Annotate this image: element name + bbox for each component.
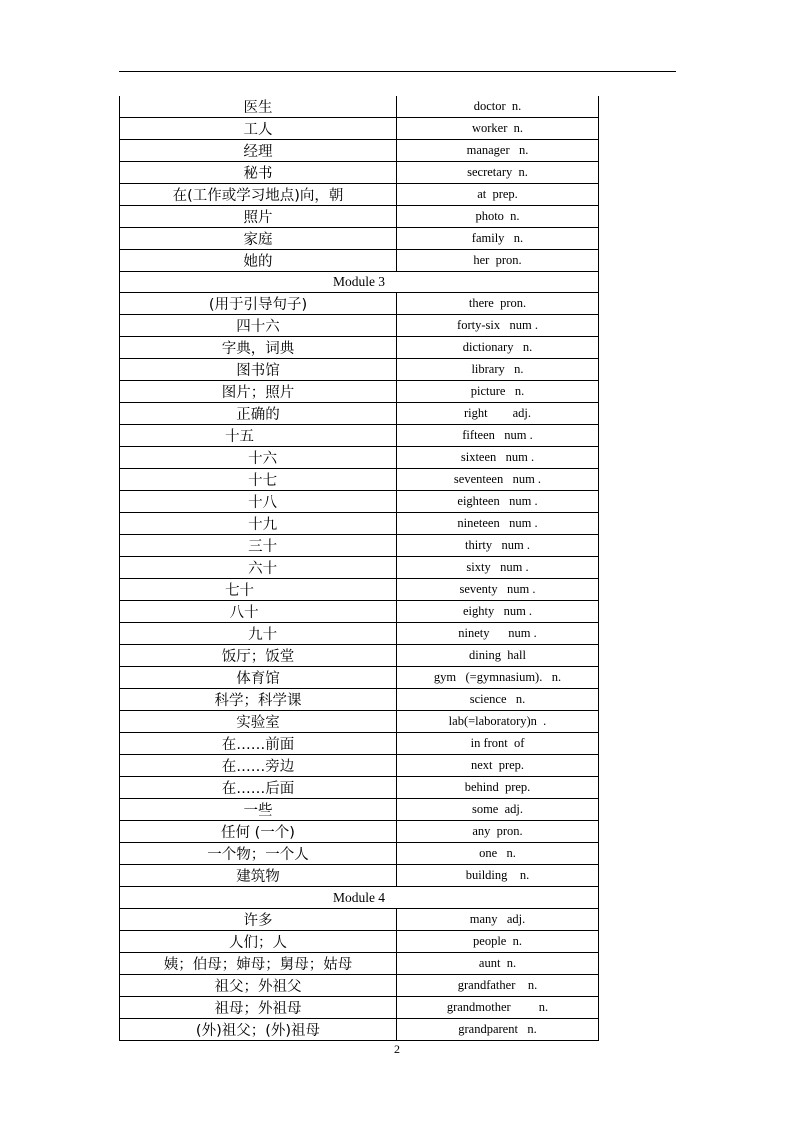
table-row bbox=[120, 908, 599, 930]
chinese-meaning: 正确的 bbox=[120, 403, 397, 425]
chinese-meaning: 科学；科学课 bbox=[120, 689, 397, 711]
vocabulary-table bbox=[119, 96, 599, 1041]
table-row bbox=[120, 579, 599, 601]
table-row bbox=[120, 755, 599, 777]
table-row bbox=[120, 733, 599, 755]
table-row bbox=[120, 359, 599, 381]
chinese-meaning: 秘书 bbox=[120, 162, 397, 184]
chinese-meaning: 祖母；外祖母 bbox=[120, 996, 397, 1018]
table-row bbox=[120, 711, 599, 733]
table-row bbox=[120, 996, 599, 1018]
chinese-meaning: 六十 bbox=[120, 557, 397, 579]
chinese-meaning: 三十 bbox=[120, 535, 397, 557]
chinese-meaning: 图书馆 bbox=[120, 359, 397, 381]
english-word: eighty num . bbox=[397, 601, 599, 623]
table-row bbox=[120, 865, 599, 887]
chinese-meaning: 九十 bbox=[120, 623, 397, 645]
chinese-meaning: 祖父；外祖父 bbox=[120, 974, 397, 996]
english-word: next prep. bbox=[397, 755, 599, 777]
table-row bbox=[120, 843, 599, 865]
english-word: sixteen num . bbox=[397, 447, 599, 469]
chinese-meaning: 八十 bbox=[120, 601, 397, 623]
chinese-meaning: 十九 bbox=[120, 513, 397, 535]
chinese-meaning: 经理 bbox=[120, 140, 397, 162]
english-word: picture n. bbox=[397, 381, 599, 403]
english-word: dictionary n. bbox=[397, 337, 599, 359]
english-word: ninety num . bbox=[397, 623, 599, 645]
english-word: forty-six num . bbox=[397, 315, 599, 337]
table-row bbox=[120, 206, 599, 228]
table-row bbox=[120, 250, 599, 272]
table-row bbox=[120, 557, 599, 579]
module-heading: Module 4 bbox=[120, 887, 599, 908]
english-word: people n. bbox=[397, 930, 599, 952]
english-word: grandmother n. bbox=[397, 996, 599, 1018]
chinese-meaning: 体育馆 bbox=[120, 667, 397, 689]
table-row bbox=[120, 315, 599, 337]
table-row bbox=[120, 293, 599, 315]
chinese-meaning: 许多 bbox=[120, 908, 397, 930]
english-word: one n. bbox=[397, 843, 599, 865]
english-word: thirty num . bbox=[397, 535, 599, 557]
english-word: secretary n. bbox=[397, 162, 599, 184]
table-row bbox=[120, 228, 599, 250]
chinese-meaning: 七十 bbox=[120, 579, 397, 601]
chinese-meaning: 图片；照片 bbox=[120, 381, 397, 403]
table-row bbox=[120, 821, 599, 843]
english-word: nineteen num . bbox=[397, 513, 599, 535]
english-word: at prep. bbox=[397, 184, 599, 206]
table-row bbox=[120, 777, 599, 799]
table-row bbox=[120, 403, 599, 425]
english-word: building n. bbox=[397, 865, 599, 887]
chinese-meaning: 任何 (一个) bbox=[120, 821, 397, 843]
english-word: behind prep. bbox=[397, 777, 599, 799]
english-word: there pron. bbox=[397, 293, 599, 315]
table-row bbox=[120, 491, 599, 513]
table-row bbox=[120, 952, 599, 974]
english-word: eighteen num . bbox=[397, 491, 599, 513]
chinese-meaning: 姨；伯母；婶母；舅母；姑母 bbox=[120, 952, 397, 974]
english-word: library n. bbox=[397, 359, 599, 381]
english-word: right adj. bbox=[397, 403, 599, 425]
chinese-meaning: (外)祖父；(外)祖母 bbox=[120, 1018, 397, 1040]
chinese-meaning: 饭厅；饭堂 bbox=[120, 645, 397, 667]
module-heading: Module 3 bbox=[120, 272, 599, 293]
english-word: seventy num . bbox=[397, 579, 599, 601]
chinese-meaning: 家庭 bbox=[120, 228, 397, 250]
chinese-meaning: 人们；人 bbox=[120, 930, 397, 952]
english-word: lab(=laboratory)n . bbox=[397, 711, 599, 733]
chinese-meaning: 字典，词典 bbox=[120, 337, 397, 359]
table-row bbox=[120, 974, 599, 996]
chinese-meaning: 十五 bbox=[120, 425, 397, 447]
english-word: fifteen num . bbox=[397, 425, 599, 447]
chinese-meaning: (用于引导句子) bbox=[120, 293, 397, 315]
table-row bbox=[120, 337, 599, 359]
chinese-meaning: 十七 bbox=[120, 469, 397, 491]
table-row bbox=[120, 601, 599, 623]
table-row bbox=[120, 645, 599, 667]
table-row bbox=[120, 667, 599, 689]
table-row bbox=[120, 469, 599, 491]
chinese-meaning: 十八 bbox=[120, 491, 397, 513]
table-row bbox=[120, 1018, 599, 1040]
chinese-meaning: 建筑物 bbox=[120, 865, 397, 887]
english-word: in front of bbox=[397, 733, 599, 755]
chinese-meaning: 十六 bbox=[120, 447, 397, 469]
chinese-meaning: 在……后面 bbox=[120, 777, 397, 799]
table-row bbox=[120, 799, 599, 821]
table-row bbox=[120, 513, 599, 535]
table-row bbox=[120, 140, 599, 162]
table-row bbox=[120, 162, 599, 184]
chinese-meaning: 照片 bbox=[120, 206, 397, 228]
english-word: manager n. bbox=[397, 140, 599, 162]
chinese-meaning: 一些 bbox=[120, 799, 397, 821]
module-heading-row bbox=[120, 272, 599, 293]
table-row bbox=[120, 184, 599, 206]
english-word: many adj. bbox=[397, 908, 599, 930]
table-row bbox=[120, 447, 599, 469]
module-heading-row bbox=[120, 887, 599, 908]
table-row bbox=[120, 96, 599, 118]
chinese-meaning: 在……前面 bbox=[120, 733, 397, 755]
table-row bbox=[120, 623, 599, 645]
table-row bbox=[120, 118, 599, 140]
table-row bbox=[120, 930, 599, 952]
english-word: photo n. bbox=[397, 206, 599, 228]
chinese-meaning: 她的 bbox=[120, 250, 397, 272]
page-number: 2 bbox=[394, 1042, 400, 1056]
english-word: grandfather n. bbox=[397, 974, 599, 996]
header-rule bbox=[119, 71, 676, 72]
english-word: aunt n. bbox=[397, 952, 599, 974]
english-word: grandparent n. bbox=[397, 1018, 599, 1040]
english-word: sixty num . bbox=[397, 557, 599, 579]
table-row bbox=[120, 689, 599, 711]
english-word: doctor n. bbox=[397, 96, 599, 118]
english-word: dining hall bbox=[397, 645, 599, 667]
chinese-meaning: 工人 bbox=[120, 118, 397, 140]
english-word: family n. bbox=[397, 228, 599, 250]
chinese-meaning: 在(工作或学习地点)向，朝 bbox=[120, 184, 397, 206]
chinese-meaning: 医生 bbox=[120, 96, 397, 118]
table-row bbox=[120, 535, 599, 557]
chinese-meaning: 一个物；一个人 bbox=[120, 843, 397, 865]
chinese-meaning: 四十六 bbox=[120, 315, 397, 337]
chinese-meaning: 在……旁边 bbox=[120, 755, 397, 777]
english-word: any pron. bbox=[397, 821, 599, 843]
english-word: worker n. bbox=[397, 118, 599, 140]
english-word: her pron. bbox=[397, 250, 599, 272]
english-word: gym (=gymnasium). n. bbox=[397, 667, 599, 689]
table-row bbox=[120, 381, 599, 403]
english-word: seventeen num . bbox=[397, 469, 599, 491]
chinese-meaning: 实验室 bbox=[120, 711, 397, 733]
english-word: science n. bbox=[397, 689, 599, 711]
table-row bbox=[120, 425, 599, 447]
english-word: some adj. bbox=[397, 799, 599, 821]
